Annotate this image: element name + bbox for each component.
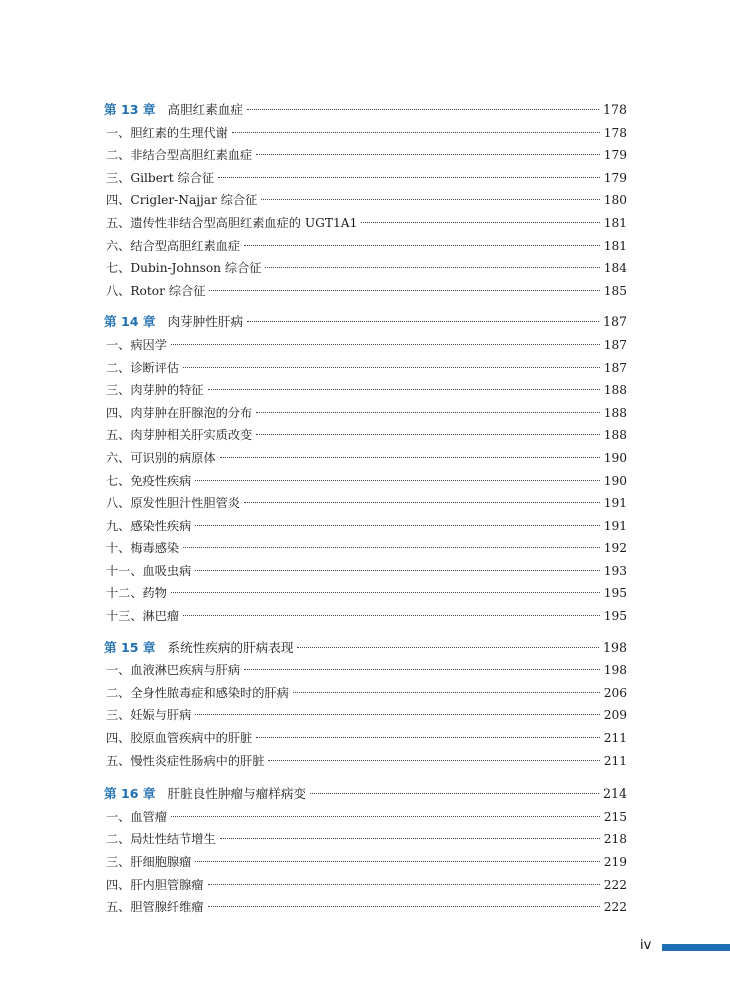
dot-leader	[244, 669, 600, 670]
page-number: 215	[603, 809, 627, 824]
item-title: 七、Dubin-Johnson 综合征	[106, 261, 262, 276]
item-title: 二、非结合型高胆红素血症	[106, 148, 253, 163]
dot-leader	[232, 132, 600, 133]
item-title: 五、肉芽肿相关肝实质改变	[106, 428, 253, 443]
chapter-heading[interactable]	[104, 637, 627, 660]
page-number: 187	[602, 314, 627, 330]
item-title: 五、慢性炎症性肠病中的肝脏	[106, 753, 265, 768]
item-title: 八、Rotor 综合征	[106, 283, 206, 298]
page-number: 192	[603, 541, 627, 556]
toc-item[interactable]	[104, 167, 627, 190]
dot-leader	[256, 434, 599, 435]
toc-item[interactable]	[104, 402, 627, 425]
dot-leader	[171, 816, 600, 817]
page-number: 190	[603, 473, 627, 488]
dot-leader	[244, 502, 600, 503]
toc-item[interactable]	[104, 659, 627, 682]
dot-leader	[183, 615, 600, 616]
item-title: 七、免疫性疾病	[106, 473, 192, 488]
page-number: 188	[603, 405, 627, 420]
page-number: 198	[602, 639, 627, 655]
dot-leader	[171, 592, 600, 593]
page-number: 214	[602, 786, 627, 802]
dot-leader	[244, 245, 600, 246]
page-number: 193	[603, 563, 627, 578]
page-number: 222	[603, 900, 627, 915]
item-title: 五、遗传性非结合型高胆红素血症的 UGT1A1	[106, 215, 358, 230]
toc-item[interactable]	[104, 851, 627, 874]
item-title: 三、肉芽肿的特征	[106, 383, 204, 398]
dot-leader	[218, 177, 600, 178]
item-title: 一、血液淋巴疾病与肝病	[106, 663, 241, 678]
page-number: 209	[603, 708, 627, 723]
page-folio: iv	[640, 938, 652, 953]
toc-item[interactable]	[104, 515, 627, 538]
toc-item[interactable]	[104, 492, 627, 515]
page-number: 191	[603, 518, 627, 533]
toc-item[interactable]	[104, 470, 627, 493]
item-title: 六、结合型高胆红素血症	[106, 238, 241, 253]
page-number: 181	[603, 238, 627, 253]
item-title: 二、局灶性结节增生	[106, 832, 216, 847]
page-number: 191	[603, 496, 627, 511]
page-number: 184	[603, 261, 627, 276]
dot-leader	[183, 367, 600, 368]
dot-leader	[293, 692, 600, 693]
item-title: 十一、血吸虫病	[106, 563, 192, 578]
dot-leader	[256, 412, 599, 413]
chapter-number: 第 13 章	[104, 102, 156, 117]
chapter-16	[104, 783, 627, 919]
page-number: 178	[602, 102, 627, 117]
toc-item[interactable]	[104, 605, 627, 628]
toc-item[interactable]	[104, 212, 627, 235]
toc-item[interactable]	[104, 727, 627, 750]
page-number: 190	[603, 450, 627, 465]
chapter-title: 高胆红素血症	[167, 102, 244, 117]
dot-leader	[247, 321, 599, 322]
page-number: 218	[603, 832, 627, 847]
dot-leader	[195, 861, 599, 862]
page-number: 179	[603, 148, 627, 163]
item-title: 三、妊娠与肝病	[106, 708, 192, 723]
item-title: 二、全身性脓毒症和感染时的肝病	[106, 685, 289, 700]
page-number: 180	[603, 193, 627, 208]
toc-item[interactable]	[104, 144, 627, 167]
dot-leader	[195, 525, 599, 526]
toc-item[interactable]	[104, 257, 627, 280]
page-number: 187	[603, 337, 627, 352]
chapter-number: 第 15 章	[104, 639, 156, 655]
toc-item[interactable]	[104, 682, 627, 705]
dot-leader	[195, 570, 599, 571]
dot-leader	[256, 154, 599, 155]
table-of-contents	[104, 99, 627, 928]
toc-item[interactable]	[104, 334, 627, 357]
item-title: 四、肝内胆管腺瘤	[106, 877, 204, 892]
toc-item[interactable]	[104, 582, 627, 605]
dot-leader	[268, 760, 599, 761]
folio-accent-bar	[662, 944, 730, 951]
toc-item[interactable]	[104, 447, 627, 470]
dot-leader	[265, 267, 599, 268]
toc-item[interactable]	[104, 189, 627, 212]
dot-leader	[261, 199, 599, 200]
page-number: 206	[603, 685, 627, 700]
chapter-heading[interactable]	[104, 99, 627, 122]
page-number: 211	[603, 731, 627, 746]
dot-leader	[220, 838, 600, 839]
page-number: 178	[603, 125, 627, 140]
item-title: 九、感染性疾病	[106, 518, 192, 533]
dot-leader	[208, 884, 600, 885]
page-number: 185	[603, 283, 627, 298]
toc-item[interactable]	[104, 424, 627, 447]
toc-item[interactable]	[104, 704, 627, 727]
dot-leader	[171, 344, 600, 345]
dot-leader	[247, 109, 599, 110]
page-number: 179	[603, 170, 627, 185]
page-number: 195	[603, 609, 627, 624]
item-title: 三、肝细胞腺瘤	[106, 855, 192, 869]
dot-leader	[195, 480, 599, 481]
item-title: 八、原发性胆汁性胆管炎	[106, 496, 241, 511]
toc-item[interactable]	[104, 828, 627, 851]
dot-leader	[208, 906, 600, 907]
dot-leader	[297, 647, 599, 648]
page-number: 188	[603, 383, 627, 398]
dot-leader	[361, 222, 599, 223]
page-number: 181	[603, 215, 627, 230]
dot-leader	[220, 457, 600, 458]
item-title: 五、胆管腺纤维瘤	[106, 900, 204, 915]
item-title: 六、可识别的病原体	[106, 450, 216, 465]
dot-leader	[256, 737, 599, 738]
item-title: 四、胶原血管疾病中的肝脏	[106, 731, 253, 746]
page-number: 187	[603, 360, 627, 375]
item-title: 一、病因学	[106, 337, 167, 352]
toc-item[interactable]	[104, 750, 627, 773]
item-title: 三、Gilbert 综合征	[106, 170, 215, 185]
chapter-15	[104, 637, 627, 773]
toc-item[interactable]	[104, 280, 627, 303]
item-title: 四、肉芽肿在肝腺泡的分布	[106, 405, 253, 420]
page-number: 198	[603, 663, 627, 678]
chapter-heading[interactable]	[104, 783, 627, 806]
toc-item[interactable]	[104, 874, 627, 897]
chapter-number: 第 16 章	[104, 786, 156, 802]
item-title: 一、血管瘤	[106, 809, 167, 824]
toc-item[interactable]	[104, 806, 627, 829]
page-number: 211	[603, 753, 627, 768]
dot-leader	[209, 290, 599, 291]
chapter-14	[104, 311, 627, 627]
item-title: 一、胆红素的生理代谢	[106, 125, 228, 140]
dot-leader	[183, 547, 600, 548]
item-title: 十、梅毒感染	[106, 541, 180, 556]
dot-leader	[310, 793, 599, 794]
chapter-heading[interactable]	[104, 311, 627, 334]
chapter-title: 系统性疾病的肝病表现	[167, 639, 294, 655]
page-number: 219	[603, 855, 627, 869]
item-title: 二、诊断评估	[106, 360, 180, 375]
dot-leader	[195, 714, 599, 715]
page-number: 195	[603, 586, 627, 601]
chapter-number: 第 14 章	[104, 314, 156, 330]
item-title: 十二、药物	[106, 586, 167, 601]
dot-leader	[208, 389, 600, 390]
toc-item[interactable]	[104, 122, 627, 145]
chapter-title: 肝脏良性肿瘤与瘤样病变	[167, 786, 307, 802]
chapter-13	[104, 99, 627, 302]
toc-item[interactable]	[104, 896, 627, 919]
page-number: 188	[603, 428, 627, 443]
item-title: 四、Crigler-Najjar 综合征	[106, 193, 258, 208]
page-number: 222	[603, 877, 627, 892]
chapter-title: 肉芽肿性肝病	[167, 314, 244, 330]
toc-item[interactable]	[104, 537, 627, 560]
toc-item[interactable]	[104, 560, 627, 583]
toc-item[interactable]	[104, 235, 627, 258]
toc-item[interactable]	[104, 357, 627, 380]
toc-item[interactable]	[104, 379, 627, 402]
item-title: 十三、淋巴瘤	[106, 609, 180, 624]
